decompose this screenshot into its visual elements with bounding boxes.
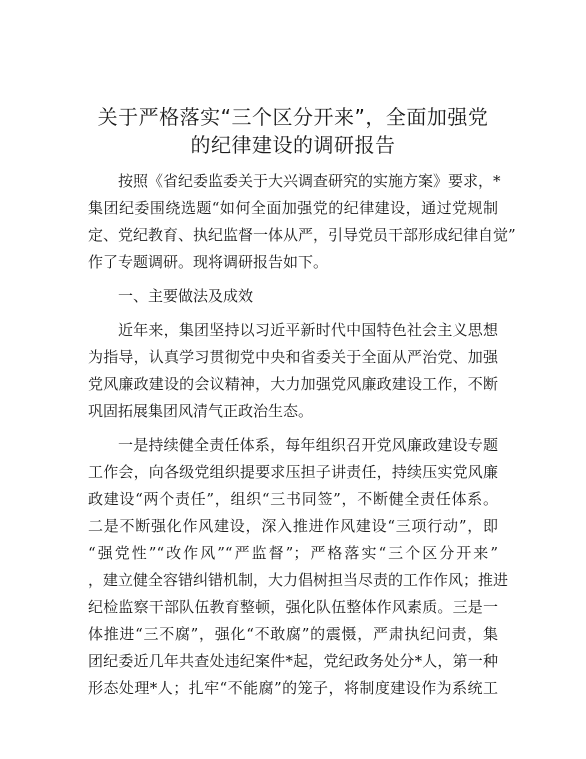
para1-line-3: 党风廉政建设的会议精神，大力加强党风廉政建设工作，不断 xyxy=(88,375,498,393)
para2-line-2: 工作会，向各级党组织提要求压担子讲责任，持续压实党风廉 xyxy=(88,463,498,481)
intro-line-2: 集团纪委围绕选题“如何全面加强党的纪律建设，通过党规制 xyxy=(88,199,498,217)
document-title-line-2: 的纪律建设的调研报告 xyxy=(190,133,396,157)
para2-line-8: 体推进“三不腐”，强化“不敢腐”的震慑，严肃执纪问责，集 xyxy=(88,625,498,643)
para2-line-10: 形态处理*人；扎牢“不能腐”的笼子，将制度建设作为系统工 xyxy=(88,679,498,697)
para2-line-5: “强党性”“改作风”“严监督”；严格落实“三个区分开来” xyxy=(88,544,498,562)
para1-line-1: 近年来，集团坚持以习近平新时代中国特色社会主义思想 xyxy=(118,321,498,339)
intro-line-3: 定、党纪教育、执纪监督一体从严，引导党员干部形成纪律自觉” xyxy=(88,226,516,244)
intro-line-1: 按照《省纪委监委关于大兴调查研究的实施方案》要求，* xyxy=(118,172,501,190)
para1-line-4: 巩固拓展集团风清气正政治生态。 xyxy=(88,402,314,420)
para2-line-7: 纪检监察干部队伍教育整顿，强化队伍整体作风素质。三是一 xyxy=(88,598,498,616)
section-heading-1: 一、主要做法及成效 xyxy=(118,287,254,305)
para2-line-9: 团纪委近几年共查处违纪案件*起，党纪政务处分*人，第一种 xyxy=(88,652,498,670)
para2-line-4: 二是不断强化作风建设，深入推进作风建设“三项行动”，即 xyxy=(88,517,498,535)
intro-line-4: 作了专题调研。现将调研报告如下。 xyxy=(88,253,329,271)
para2-line-1: 一是持续健全责任体系，每年组织召开党风廉政建设专题 xyxy=(118,436,498,454)
para2-line-3: 政建设“两个责任”，组织“三书同签”，不断健全责任体系。 xyxy=(88,490,498,508)
para2-line-6: ，建立健全容错纠错机制，大力倡树担当尽责的工作作风；推进 xyxy=(88,571,509,589)
document-title-line-1: 关于严格落实“三个区分开来”，全面加强党 xyxy=(97,105,489,129)
para1-line-2: 为指导，认真学习贯彻党中央和省委关于全面从严治党、加强 xyxy=(88,348,498,366)
